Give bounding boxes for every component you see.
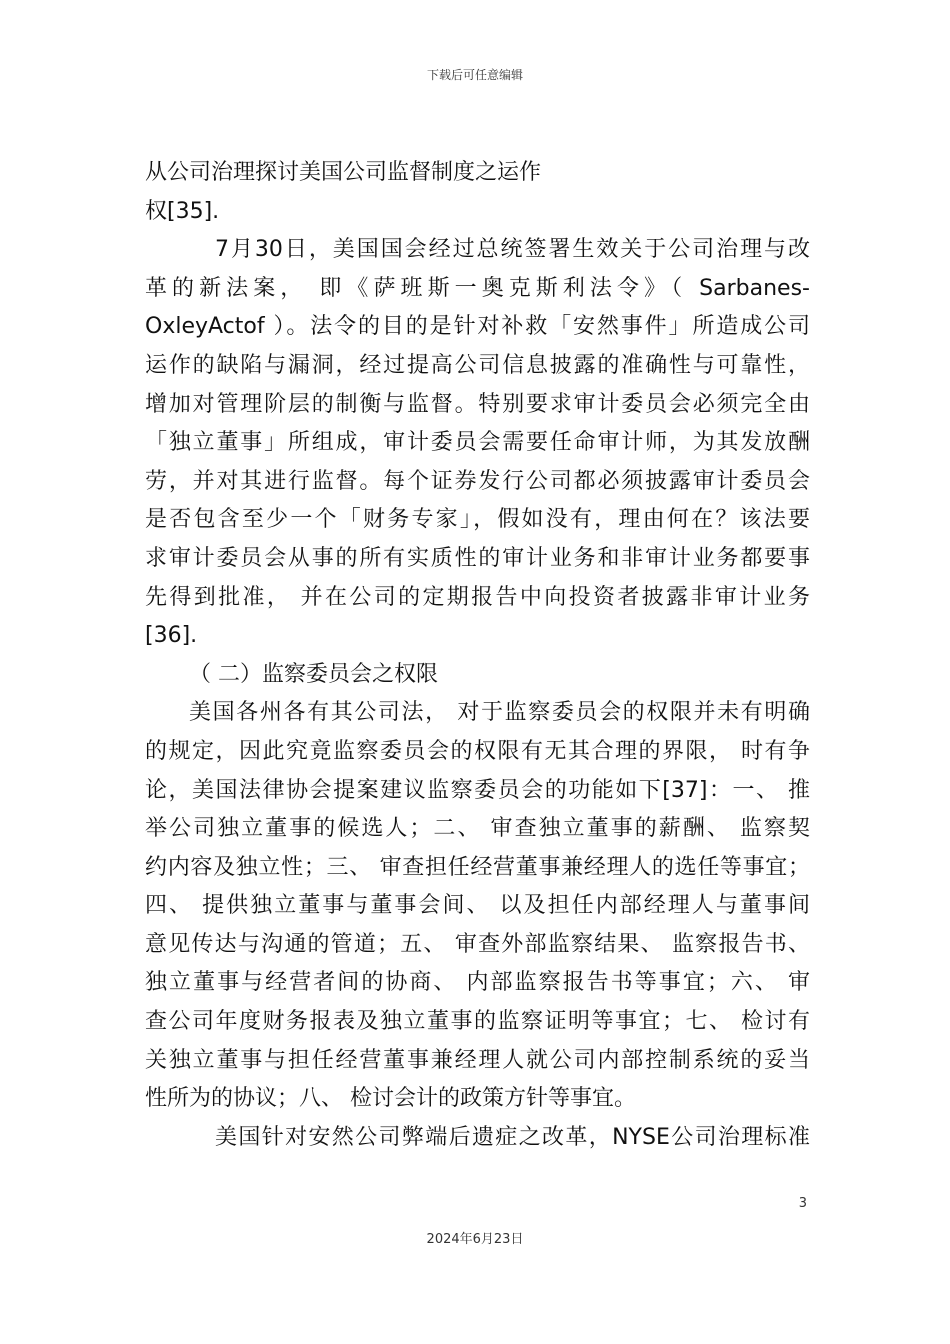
text-line: 7月30日，美国国会经过总统签署生效关于公司治理与改	[215, 237, 810, 263]
text-line: 论，美国法律协会提案建议监察委员会的功能如下[37]：一、 推	[145, 777, 810, 803]
page-footer-date: 2024年6月23日	[426, 1232, 524, 1247]
document-body	[145, 154, 810, 1157]
text-line: 关独立董事与担任经营董事兼经理人就公司内部控制系统的妥当	[145, 1047, 810, 1073]
text-line: 的规定，因此究竟监察委员会的权限有无其合理的界限， 时有争	[145, 738, 810, 764]
text-line: 是否包含至少一个「财务专家」，假如没有，理由何在？该法要	[145, 507, 810, 533]
text-line: 增加对管理阶层的制衡与监督。特别要求审计委员会必须完全由	[145, 391, 810, 417]
text-line: 举公司独立董事的候选人；二、 审查独立董事的薪酬、 监察契	[145, 816, 810, 842]
text-line: 性所为的协议；八、 检讨会计的政策方针等事宜。	[145, 1086, 636, 1112]
text-line: 革的新法案， 即《萨班斯一奥克斯利法令》（ Sarbanes-	[145, 275, 810, 301]
text-line: [36].	[145, 623, 198, 649]
text-line: OxleyActof ）。法令的目的是针对补救「安然事件」所造成公司	[145, 314, 810, 340]
text-line: 四、 提供独立董事与董事会间、 以及担任内部经理人与董事间	[145, 893, 810, 919]
text-line: 「独立董事」所组成，审计委员会需要任命审计师，为其发放酬	[145, 430, 810, 456]
text-line: 意见传达与沟通的管道；五、 审查外部监察结果、 监察报告书、	[145, 931, 810, 957]
text-line: 美国针对安然公司弊端后遗症之改革，NYSE公司治理标准	[215, 1124, 810, 1150]
text-line: 求审计委员会从事的所有实质性的审计业务和非审计业务都要事	[145, 545, 810, 571]
text-line: 美国各州各有其公司法， 对于监察委员会的权限并未有明确	[189, 700, 810, 726]
text-line: （ 二）监察委员会之权限	[189, 661, 438, 687]
page-header: 下载后可任意编辑	[426, 68, 523, 82]
text-line: 先得到批准， 并在公司的定期报告中向投资者披露非审计业务	[145, 584, 810, 610]
text-line: 查公司年度财务报表及独立董事的监察证明等事宜；七、 检讨有	[145, 1009, 810, 1035]
text-line: 运作的缺陷与漏洞，经过提高公司信息披露的准确性与可靠性，	[145, 352, 810, 378]
text-line: 约内容及独立性；三、 审查担任经营董事兼经理人的选任等事宜；	[145, 854, 810, 880]
text-line: 独立董事与经营者间的协商、 内部监察报告书等事宜；六、 审	[145, 970, 810, 996]
text-line: 劳，并对其进行监督。每个证券发行公司都必须披露审计委员会	[145, 468, 810, 494]
page-number: 3	[798, 1196, 807, 1211]
text-line: 权[35].	[145, 198, 220, 224]
text-line: 从公司治理探讨美国公司监督制度之运作	[145, 160, 542, 185]
